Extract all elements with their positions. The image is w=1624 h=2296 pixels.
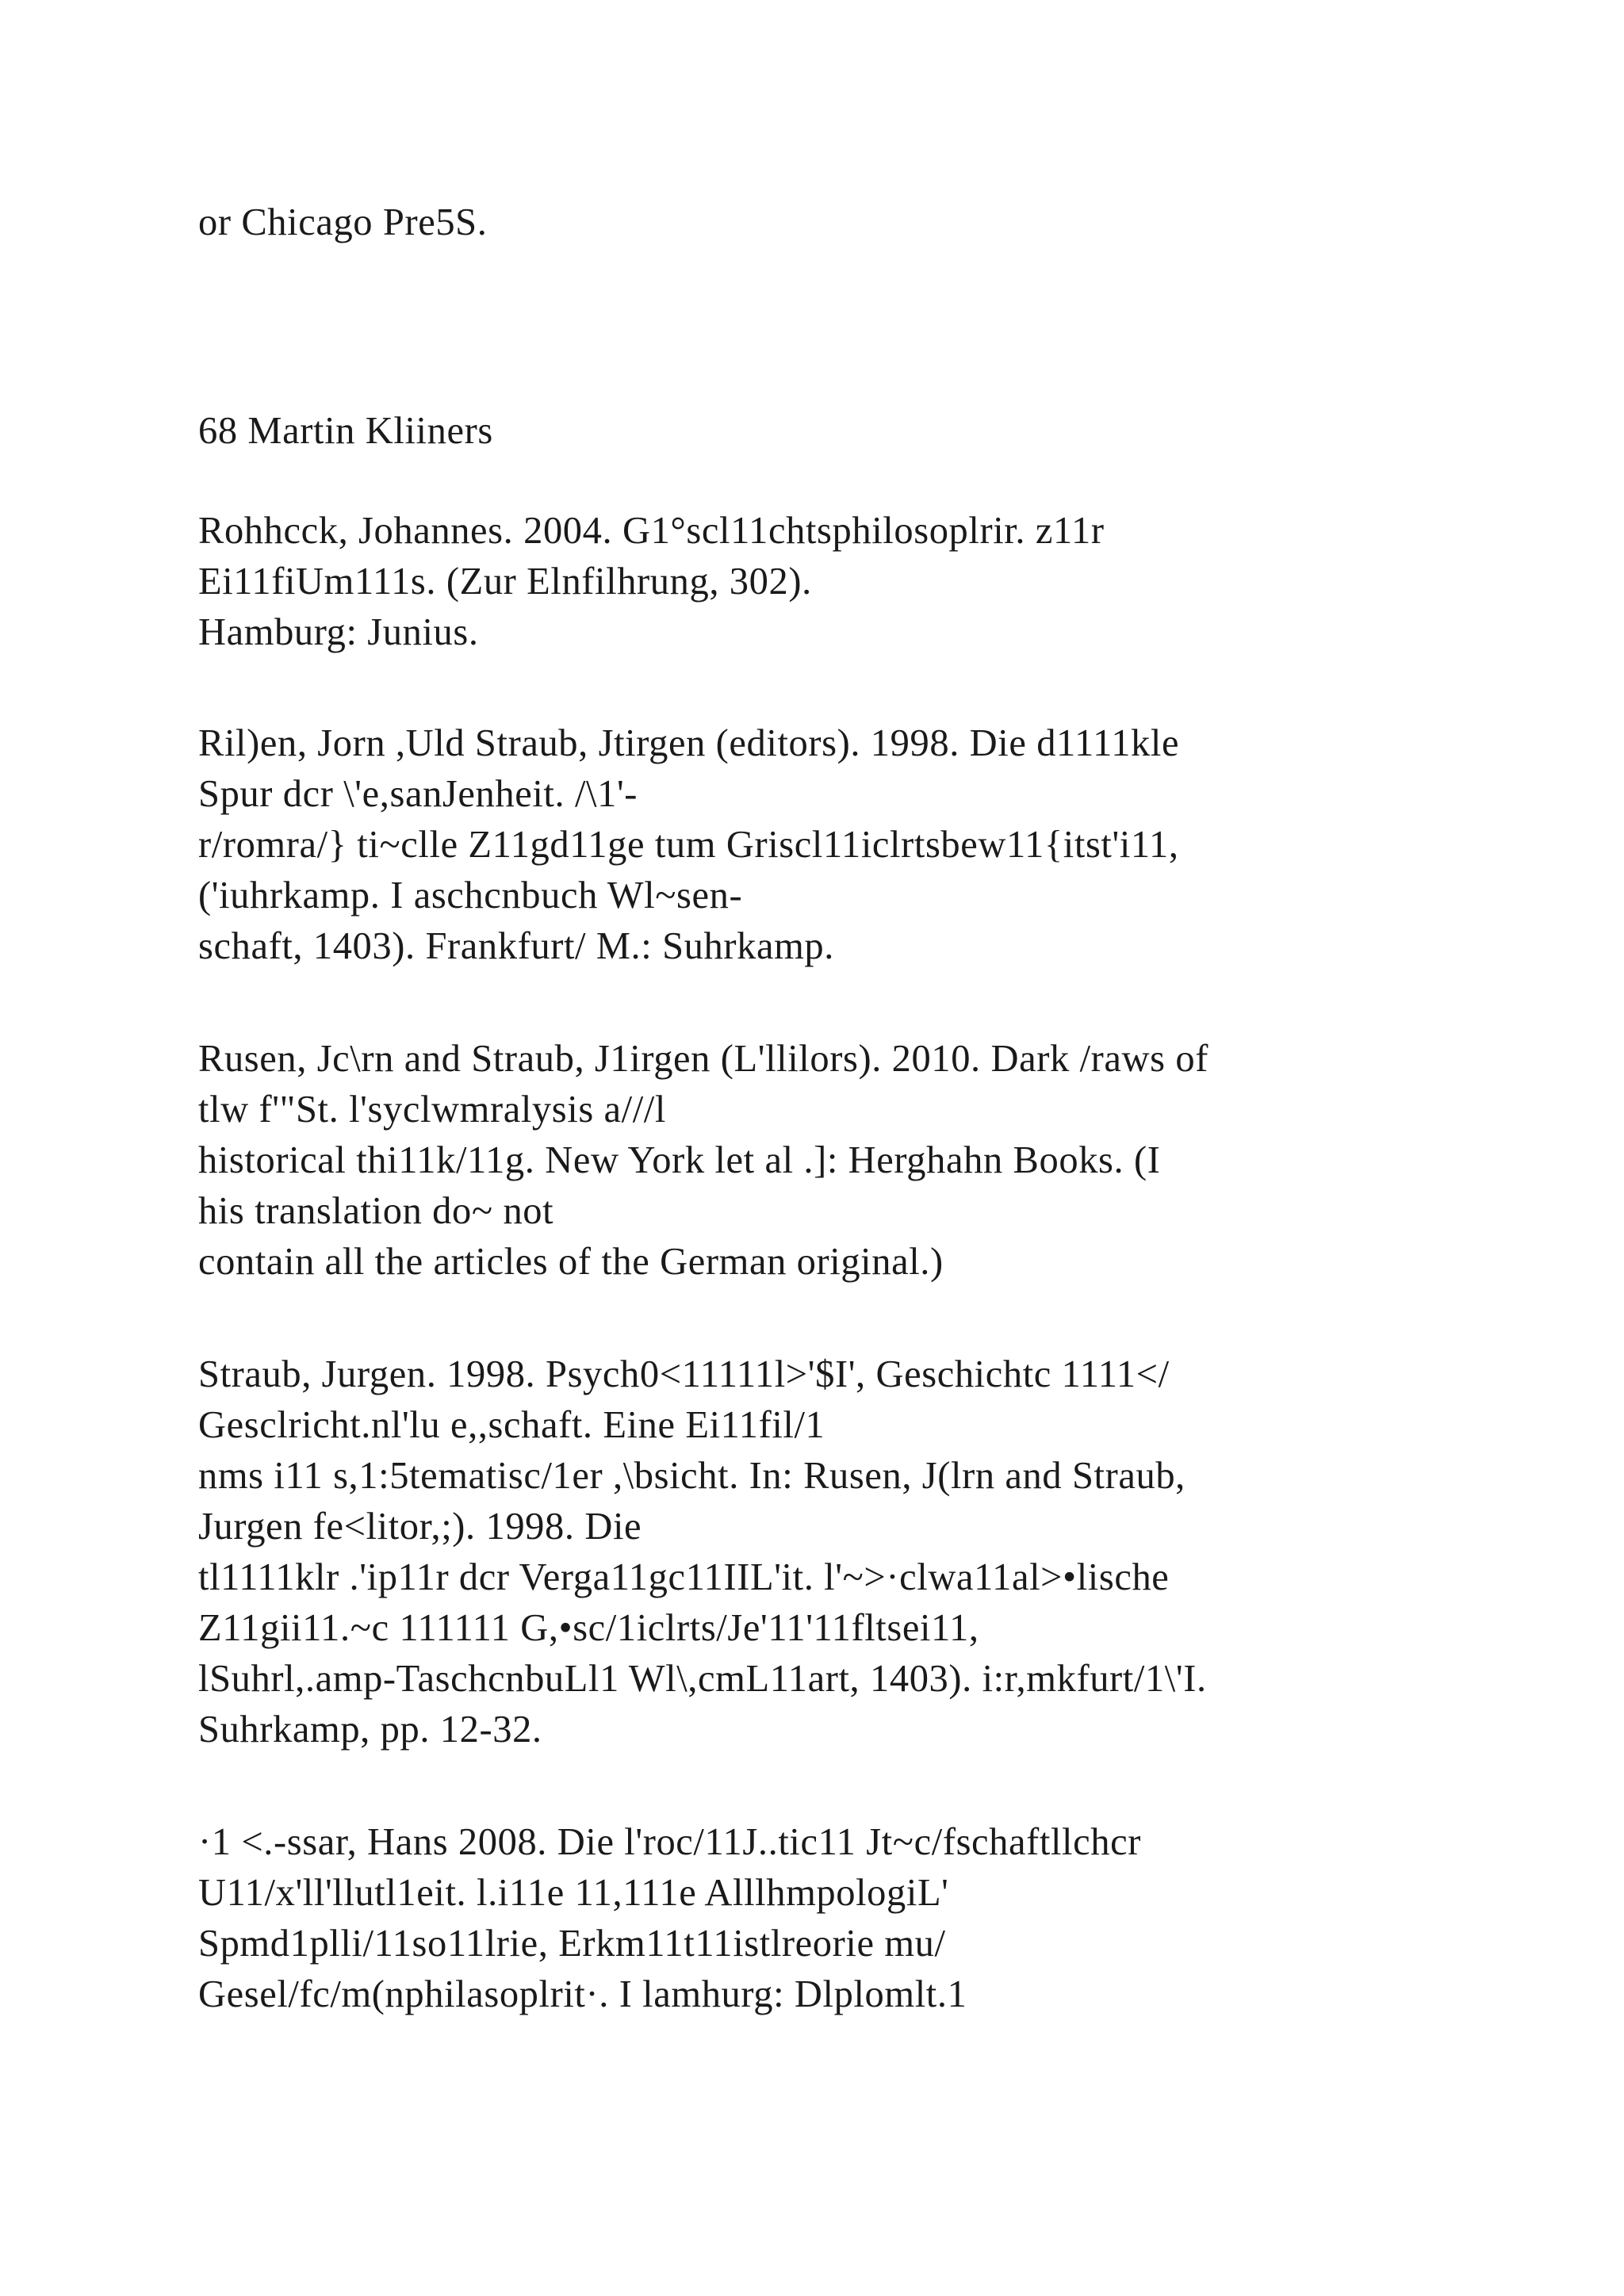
reference-line: Z11gii11.~c 111111 G,•sc/1iclrts/Je'11'11fltsei11,	[198, 1607, 979, 1649]
text-line: or Chicago Pre5S.	[198, 201, 488, 243]
reference-line: tl1111klr .'ip11r dcr Verga11gc11IIL'it. l'~>·clwa11al>•lische	[198, 1556, 1170, 1598]
reference-line: Suhrkamp, pp. 12-32.	[198, 1709, 542, 1751]
reference-line: r/romra/} ti~clle Z11gd11ge tum Griscl11iclrtsbew11{itst'i11,	[198, 824, 1179, 866]
reference-line: contain all the articles of the German original.)	[198, 1241, 944, 1283]
reference-line: Ei11fiUm111s. (Zur Elnfilhrung, 302).	[198, 561, 812, 603]
reference-line: nms i11 s,1:5tematisc/1er ,\bsicht. In: Rusen, J(lrn and Straub,	[198, 1455, 1185, 1497]
reference-line: Rohhcck, Johannes. 2004. G1°scl11chtsphilosoplrir. z11r	[198, 510, 1105, 552]
reference-line: Ril)en, Jorn ,Uld Straub, Jtirgen (editors). 1998. Die d1111kle	[198, 722, 1180, 764]
reference-line: Hamburg: Junius.	[198, 611, 479, 653]
page-header: 68 Martin Kliiners	[198, 410, 493, 452]
reference-line: lSuhrl,.amp-TaschcnbuLl1 Wl\,cmL11art, 1403). i:r,mkfurt/1\'I.	[198, 1658, 1207, 1700]
reference-line: Gesclricht.nl'lu e,,schaft. Eine Ei11fil/1	[198, 1404, 825, 1446]
reference-line: historical thi11k/11g. New York let al .]: Herghahn Books. (I	[198, 1139, 1161, 1181]
reference-line: schaft, 1403). Frankfurt/ M.: Suhrkamp.	[198, 925, 834, 967]
reference-line: Rusen, Jc\rn and Straub, J1irgen (L'llilors). 2010. Dark /raws of	[198, 1038, 1208, 1080]
reference-line: Gesel/fc/m(nphilasoplrit·. I lamhurg: Dlplomlt.1	[198, 1973, 967, 2015]
reference-line: ('iuhrkamp. I aschcnbuch Wl~sen-	[198, 874, 743, 916]
reference-line: tlw f'"St. l'syclwmralysis a///l	[198, 1089, 666, 1131]
reference-line: U11/x'll'llutl1eit. l.i11e 11,111e AlllhmpologiL'	[198, 1872, 949, 1914]
reference-line: Spmd1plli/11so11lrie, Erkm11t11istlreorie mu/	[198, 1923, 946, 1965]
reference-line: Jurgen fe<litor,;). 1998. Die	[198, 1506, 642, 1548]
reference-line: ·1 <.-ssar, Hans 2008. Die l'roc/11J..tic11 Jt~c/fschaftllchcr	[198, 1821, 1141, 1863]
reference-line: his translation do~ not	[198, 1190, 554, 1232]
reference-line: Spur dcr \'e,sanJenheit. /\1'-	[198, 773, 638, 815]
reference-line: Straub, Jurgen. 1998. Psych0<11111l>'$I', Geschichtc 1111</	[198, 1353, 1170, 1395]
